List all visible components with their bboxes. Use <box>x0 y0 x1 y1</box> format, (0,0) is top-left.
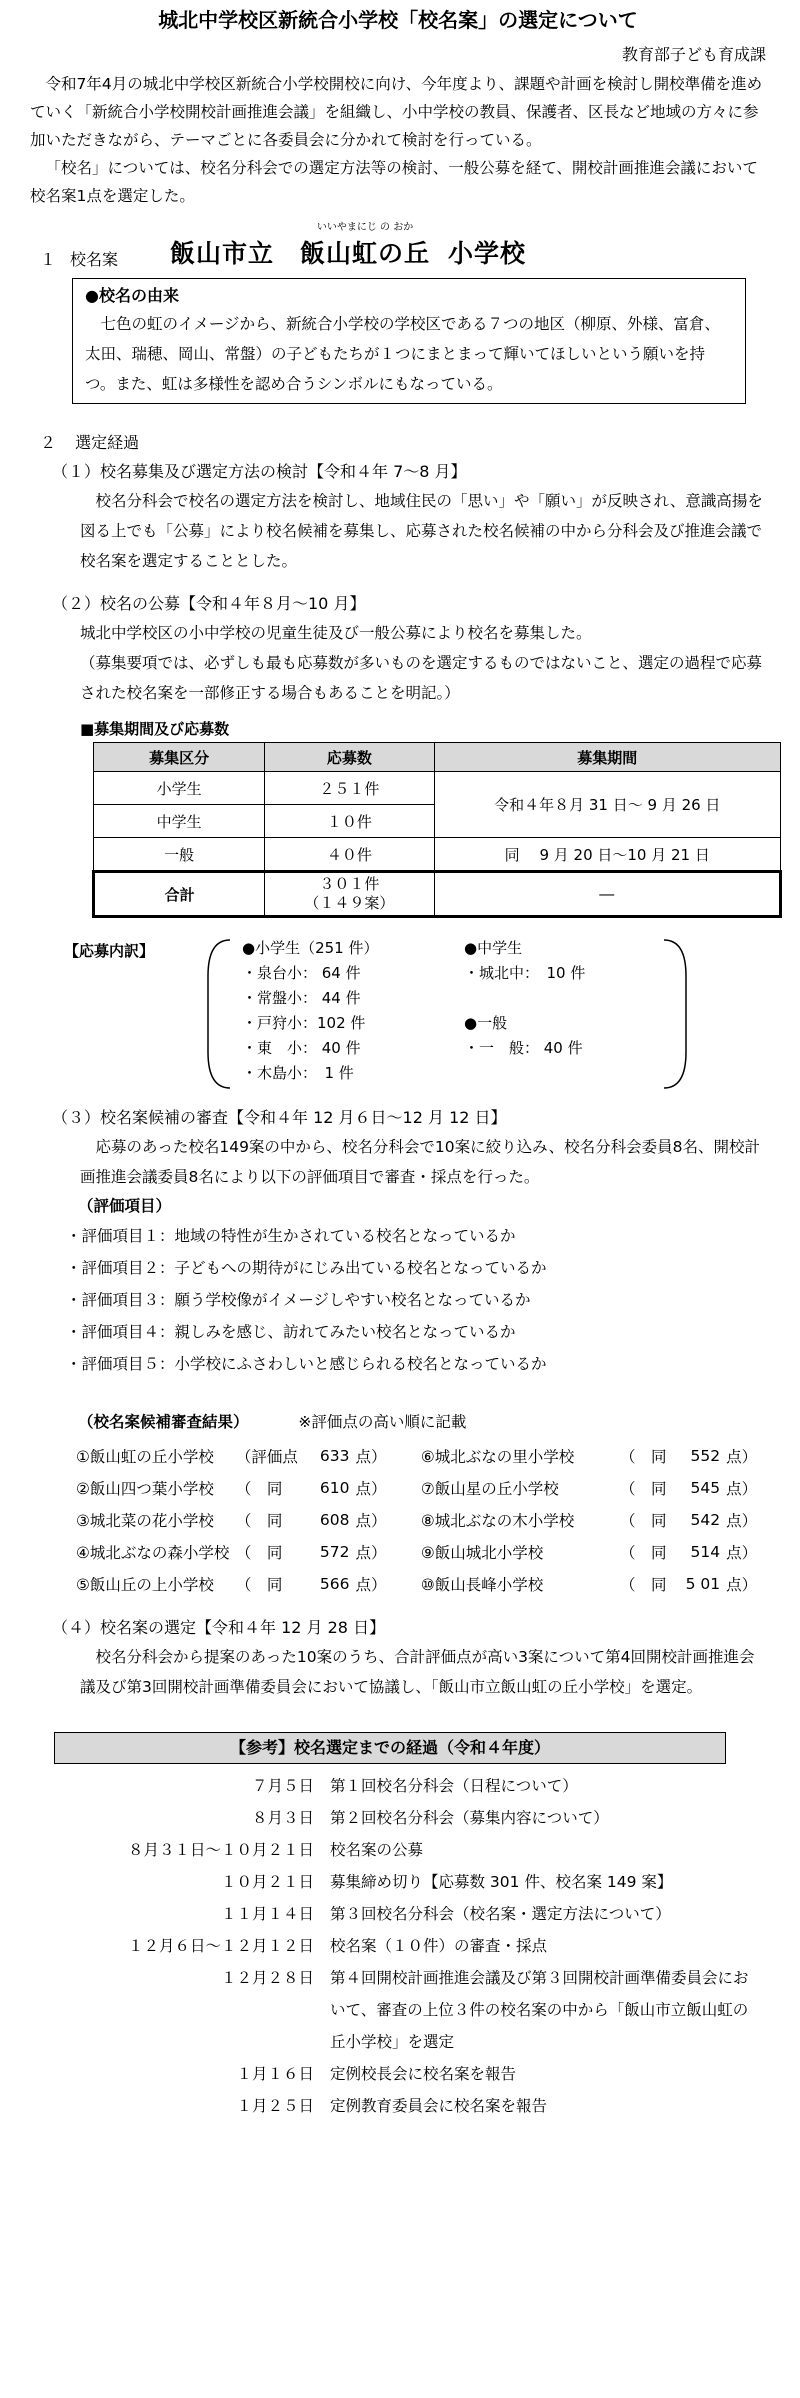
list-item: ・木島小： 1 件 <box>242 1064 354 1082</box>
result-score: 514 <box>690 1543 721 1561</box>
criteria-title: （評価項目） <box>78 1197 172 1215</box>
timeline-event: 募集締め切り【応募数 301 件、校名案 149 案】 <box>330 1873 673 1891</box>
total-count-cell <box>265 872 434 917</box>
result-prefix: （ 同 <box>619 1480 667 1498</box>
table-row <box>76 1440 766 1472</box>
result-name: ⑨飯山城北小学校 <box>420 1544 544 1562</box>
result-unit: 点） <box>355 1480 387 1498</box>
timeline-date: １月２５日 <box>236 2097 314 2115</box>
table-row <box>94 772 781 805</box>
timeline-date: １０月２１日 <box>220 1873 314 1891</box>
total-period: ― <box>434 872 780 917</box>
list-item: ・戸狩小：102 件 <box>242 1014 366 1032</box>
result-score: 633 <box>319 1447 350 1465</box>
application-breakdown <box>64 936 766 1096</box>
result-unit: 点） <box>726 1576 758 1594</box>
timeline-date: １月１６日 <box>236 2065 314 2083</box>
sub2-heading: （２）校名の公募【令和４年８月～10 月】 <box>52 594 366 613</box>
timeline-event: 第３回校名分科会（校名案・選定方法について） <box>330 1905 671 1923</box>
result-score: 545 <box>690 1479 721 1497</box>
timeline-event: 定例教育委員会に校名案を報告 <box>330 2097 548 2115</box>
result-score: 566 <box>319 1575 350 1593</box>
table-row <box>90 2090 750 2122</box>
section-1-number: １ <box>40 250 57 269</box>
school-name-main: 飯山虹の丘 <box>300 239 431 268</box>
table-row <box>90 1834 750 1866</box>
result-score: 5 01 <box>685 1575 721 1593</box>
table-row <box>90 1930 750 1962</box>
result-prefix: （ 同 <box>619 1576 667 1594</box>
result-unit: 点） <box>726 1512 758 1530</box>
table-total-row <box>94 872 781 917</box>
sub2-text-1: 城北中学校区の小中学校の児童生徒及び一般公募により校名を募集した。 <box>80 624 592 642</box>
list-item: ・常盤小： 44 件 <box>242 989 361 1007</box>
junior-title: ●中学生 <box>464 939 523 957</box>
result-score: 542 <box>690 1511 721 1529</box>
total-label: 合計 <box>94 872 265 917</box>
list-item: ・評価項目４：親しみを感じ、訪れてみたい校名となっているか <box>66 1323 516 1341</box>
result-unit: 点） <box>355 1512 387 1530</box>
school-name-ruby: いいやまにじ の おか <box>316 222 414 233</box>
list-item: ・東 小： 40 件 <box>242 1039 361 1057</box>
result-prefix: （ 同 <box>619 1448 667 1466</box>
header-count: 応募数 <box>265 743 434 772</box>
name-origin-title: ●校名の由来 <box>85 286 179 305</box>
school-suffix: 小学校 <box>448 239 527 268</box>
list-item: ・評価項目１：地域の特性が生かされている校名となっているか <box>66 1227 516 1245</box>
timeline-event: 第１回校名分科会（日程について） <box>330 1777 578 1795</box>
elementary-title: ●小学生（251 件） <box>242 939 379 957</box>
table-row <box>76 1536 766 1568</box>
timeline-date: ７月５日 <box>251 1777 314 1795</box>
result-name: ⑧城北ぶなの木小学校 <box>420 1512 575 1530</box>
timeline-event: 第４回開校計画推進会議及び第３回開校計画準備委員会において、審査の上位３件の校名案の中から「飯山市立飯山虹の丘小学校」を選定 <box>330 1969 749 2051</box>
result-name: ②飯山四つ葉小学校 <box>76 1480 214 1498</box>
section-2-number: ２ <box>40 433 57 452</box>
timeline-date: １２月２８日 <box>220 1969 314 1987</box>
intro-paragraph-2: 「校名」については、校名分科会での選定方法等の検討、一般公募を経て、開校計画推進会議において校名案1点を選定した。 <box>30 159 758 205</box>
list-item: ・評価項目３：願う学校像がイメージしやすい校名となっているか <box>66 1291 531 1309</box>
total-proposals: （１４９案） <box>304 894 395 912</box>
school-name-line <box>30 222 766 270</box>
proposed-school-name <box>170 222 526 270</box>
breakdown-junior-general <box>464 936 585 1061</box>
timeline-event: 定例校長会に校名案を報告 <box>330 2065 517 2083</box>
breakdown-elementary <box>242 936 379 1086</box>
school-city: 飯山市立 <box>170 239 275 268</box>
section-1-label: 校名案 <box>70 250 119 269</box>
result-unit: 点） <box>726 1544 758 1562</box>
application-table <box>92 742 782 918</box>
timeline-date: １１月１４日 <box>220 1905 314 1923</box>
results-table <box>76 1440 766 1600</box>
row-category: 小学生 <box>94 772 265 805</box>
application-table-title: ■募集期間及び応募数 <box>80 720 230 738</box>
table-header-row <box>94 743 781 772</box>
result-unit: 点） <box>355 1448 387 1466</box>
list-item: ・評価項目５：小学校にふさわしいと感じられる校名となっているか <box>66 1355 547 1373</box>
criteria-list <box>66 1220 766 1380</box>
table-row <box>76 1504 766 1536</box>
general-title: ●一般 <box>464 1014 508 1032</box>
result-unit: 点） <box>726 1448 758 1466</box>
result-name: ⑦飯山星の丘小学校 <box>420 1480 559 1498</box>
results-title: （校名案候補審査結果） <box>78 1413 249 1431</box>
result-prefix: （ 同 <box>619 1544 667 1562</box>
sub3-text: 応募のあった校名149案の中から、校名分科会で10案に絞り込み、校名分科会委員8名、開校計画推進会議委員8名により以下の評価項目で審査・採点を行った。 <box>80 1138 760 1186</box>
result-unit: 点） <box>355 1544 387 1562</box>
total-count: ３０１件 <box>319 875 380 893</box>
breakdown-bracket <box>202 936 692 1092</box>
list-item: ・一 般： 40 件 <box>464 1039 583 1057</box>
result-name: ①飯山虹の丘小学校 <box>76 1448 214 1466</box>
reference-heading: 【参考】校名選定までの経過（令和４年度） <box>54 1732 726 1764</box>
school-name-with-ruby <box>300 222 430 270</box>
results-note: ※評価点の高い順に記載 <box>298 1413 467 1431</box>
sub4-heading: （４）校名案の選定【令和４年 12 月 28 日】 <box>52 1618 386 1637</box>
reference-timeline <box>90 1770 750 2122</box>
row-count: ２５１件 <box>265 772 434 805</box>
results-heading <box>78 1408 766 1436</box>
department-name: 教育部子ども育成課 <box>621 45 766 64</box>
row-period-general: 同 9 月 20 日～10 月 21 日 <box>434 838 780 872</box>
result-unit: 点） <box>726 1480 758 1498</box>
table-row <box>94 838 781 872</box>
row-category: 中学生 <box>94 805 265 838</box>
header-category: 募集区分 <box>94 743 265 772</box>
breakdown-label: 【応募内訳】 <box>64 942 155 960</box>
result-score: 572 <box>319 1543 350 1561</box>
row-category: 一般 <box>94 838 265 872</box>
sub1-text: 校名分科会で校名の選定方法を検討し、地域住民の「思い」や「願い」が反映され、意識高揚を図る上でも「公募」により校名候補を募集し、応募された校名候補の中から分科会及び推進会議で校名案を選定することとした。 <box>80 492 763 570</box>
result-prefix: （ 同 <box>235 1576 283 1594</box>
timeline-event: 第２回校名分科会（募集内容について） <box>330 1809 609 1827</box>
table-row <box>90 1802 750 1834</box>
result-name: ③城北菜の花小学校 <box>76 1512 214 1530</box>
row-count: １０件 <box>265 805 434 838</box>
table-row <box>76 1472 766 1504</box>
result-prefix: （ 同 <box>235 1480 283 1498</box>
result-prefix: （ 同 <box>235 1512 283 1530</box>
result-score: 552 <box>690 1447 721 1465</box>
table-row <box>90 1866 750 1898</box>
list-item: ・泉台小： 64 件 <box>242 964 361 982</box>
name-origin-text: 七色の虹のイメージから、新統合小学校の学校区である７つの地区（柳原、外様、富倉、太田、瑞穂、岡山、常盤）の子どもたちが１つにまとまって輝いてほしいという願いを持つ。また、虹は多様性を認め合うシンボルにもなっている。 <box>85 315 721 393</box>
sub3-heading: （３）校名案候補の審査【令和４年 12 月６日～12 月 12 日】 <box>52 1108 507 1127</box>
result-name: ④城北ぶなの森小学校 <box>76 1544 230 1562</box>
result-prefix: （ 同 <box>235 1544 283 1562</box>
timeline-date: １２月６日～１２月１２日 <box>127 1937 314 1955</box>
row-period-students: 令和４年８月 31 日～ 9 月 26 日 <box>434 772 780 838</box>
table-row <box>76 1568 766 1600</box>
result-score: 610 <box>319 1479 350 1497</box>
result-name: ⑥城北ぶなの里小学校 <box>420 1448 575 1466</box>
section-2-label: 選定経過 <box>75 433 140 452</box>
result-unit: 点） <box>355 1576 387 1594</box>
timeline-event: 校名案の公募 <box>330 1841 424 1859</box>
timeline-date: ８月３日 <box>251 1809 314 1827</box>
table-row <box>90 1898 750 1930</box>
document-title: 城北中学校区新統合小学校「校名案」の選定について <box>158 8 638 32</box>
sub2-text-2: （募集要項では、必ずしも最も応募数が多いものを選定するものではないこと、選定の過程で応募された校名案を一部修正する場合もあることを明記。） <box>80 654 763 702</box>
table-row <box>90 1962 750 2058</box>
header-period: 募集期間 <box>434 743 780 772</box>
list-item: ・城北中： 10 件 <box>464 964 586 982</box>
table-row <box>90 2058 750 2090</box>
table-row <box>90 1770 750 1802</box>
sub1-heading: （１）校名募集及び選定方法の検討【令和４年 7～8 月】 <box>52 462 467 481</box>
result-name: ⑤飯山丘の上小学校 <box>76 1576 214 1594</box>
intro-paragraph-1: 令和7年4月の城北中学校区新統合小学校開校に向け、今年度より、課題や計画を検討し開校準備を進めていく「新統合小学校開校計画推進会議」を組織し、小中学校の教員、保護者、区長など地域の方々に参加いただきながら、テーマごとに各委員会に分かれて検討を行っている。 <box>30 75 763 149</box>
name-origin-box <box>72 278 746 404</box>
sub4-text: 校名分科会から提案のあった10案のうち、合計評価点が高い3案について第4回開校計画推進会議及び第3回開校計画準備委員会において協議し、「飯山市立飯山虹の丘小学校」を選定。 <box>80 1648 755 1696</box>
result-score: 608 <box>319 1511 350 1529</box>
result-name: ⑩飯山長峰小学校 <box>420 1576 544 1594</box>
result-prefix: （ 同 <box>619 1512 667 1530</box>
section-2-heading <box>40 430 766 456</box>
list-item: ・評価項目２：子どもへの期待がにじみ出ている校名となっているか <box>66 1259 547 1277</box>
row-count: ４０件 <box>265 838 434 872</box>
timeline-date: ８月３１日～１０月２１日 <box>127 1841 314 1859</box>
timeline-event: 校名案（１０件）の審査・採点 <box>330 1937 548 1955</box>
result-prefix: （評価点 <box>235 1448 298 1466</box>
